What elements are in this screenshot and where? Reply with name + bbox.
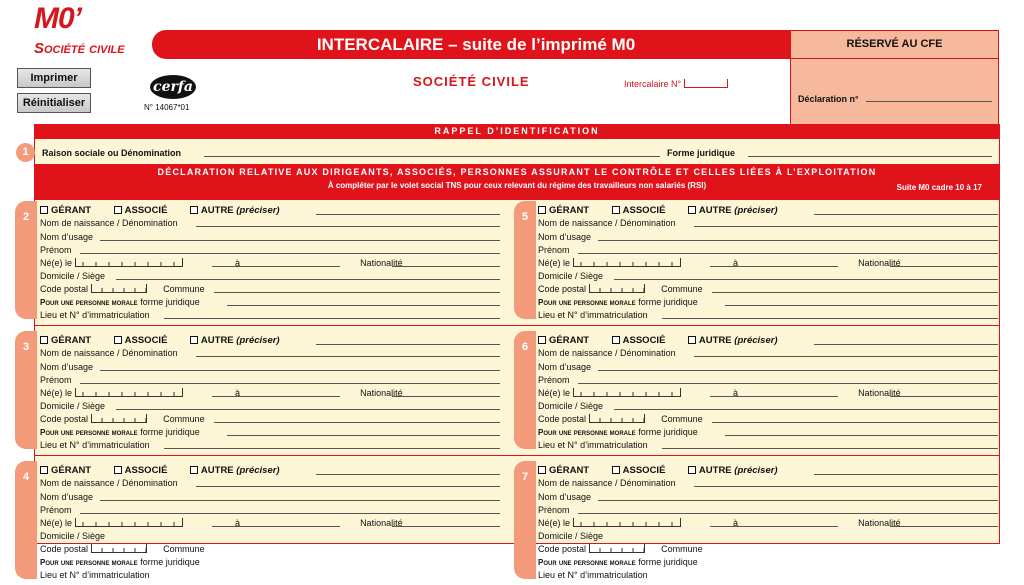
gerant-checkbox[interactable]: GÉRANT	[538, 335, 589, 346]
text-field-line[interactable]	[890, 396, 998, 397]
code-postal-field[interactable]	[91, 414, 147, 423]
text-field-line[interactable]	[227, 435, 500, 436]
personne-morale-label: Pour une personne morale forme juridique	[538, 297, 698, 307]
prenom-label: Prénom	[538, 505, 570, 515]
person-block	[538, 465, 998, 585]
text-field-line[interactable]	[598, 370, 998, 371]
section-number-tab: 7	[514, 461, 536, 579]
autre-checkbox[interactable]: AUTRE (préciser)	[190, 335, 280, 346]
row-divider	[34, 455, 1000, 456]
immatriculation-label: Lieu et N° d’immatriculation	[40, 440, 150, 450]
text-field-line[interactable]	[80, 253, 500, 254]
immatriculation-label: Lieu et N° d’immatriculation	[40, 310, 150, 320]
code-postal-field[interactable]	[589, 544, 645, 553]
nom-usage-label: Nom d’usage	[538, 362, 592, 372]
autre-checkbox[interactable]: AUTRE (préciser)	[190, 465, 280, 476]
cp-row: Code postal Commune	[538, 284, 703, 294]
declaration-band-title: DÉCLARATION RELATIVE AUX DIRIGEANTS, ASSOCIÉS, PERSONNES ASSURANT LE CONTRÔLE ET CELLES LIÉES À L’EXPLOITATION	[157, 167, 877, 177]
text-field-line[interactable]	[710, 526, 838, 527]
text-field-line[interactable]	[196, 486, 500, 487]
text-field-line[interactable]	[725, 305, 998, 306]
text-field-line[interactable]	[694, 226, 998, 227]
text-field-line[interactable]	[598, 500, 998, 501]
immatriculation-label: Lieu et N° d’immatriculation	[538, 570, 648, 580]
cp-row: Code postal Commune	[538, 544, 703, 554]
text-field-line[interactable]	[100, 500, 500, 501]
associe-checkbox[interactable]: ASSOCIÉ	[612, 465, 666, 476]
domicile-label: Domicile / Siège	[40, 271, 106, 281]
text-field-line[interactable]	[578, 513, 998, 514]
domicile-label: Domicile / Siège	[538, 271, 604, 281]
section-number-1: 1	[16, 143, 35, 162]
text-field-line[interactable]	[578, 253, 998, 254]
intercalaire-number-field[interactable]	[624, 79, 728, 89]
cp-row: Code postal Commune	[40, 414, 205, 424]
nom-naissance-label: Nom de naissance / Dénomination	[40, 218, 178, 228]
nom-naissance-label: Nom de naissance / Dénomination	[538, 348, 676, 358]
gerant-checkbox[interactable]: GÉRANT	[40, 205, 91, 216]
text-field-line[interactable]	[578, 383, 998, 384]
nom-naissance-label: Nom de naissance / Dénomination	[40, 348, 178, 358]
raison-sociale-field[interactable]	[204, 156, 660, 157]
person-block	[40, 465, 500, 585]
text-field-line[interactable]	[614, 409, 998, 410]
domicile-label: Domicile / Siège	[538, 531, 604, 541]
text-field-line[interactable]	[392, 396, 500, 397]
cerfa-logo: cerfa	[150, 75, 196, 99]
associe-checkbox[interactable]: ASSOCIÉ	[612, 335, 666, 346]
naissance-row: Né(e) le à Nationalité	[538, 388, 901, 398]
text-field-line[interactable]	[694, 356, 998, 357]
nom-usage-label: Nom d’usage	[40, 492, 94, 502]
date-naissance-field[interactable]	[75, 258, 183, 267]
declaration-number-label: Déclaration n°	[798, 94, 859, 104]
naissance-row: Né(e) le à Nationalité	[40, 258, 403, 268]
text-field-line[interactable]	[712, 292, 998, 293]
autre-preciser-line[interactable]	[814, 474, 998, 475]
declaration-number-field[interactable]	[866, 101, 992, 102]
gerant-checkbox[interactable]: GÉRANT	[538, 465, 589, 476]
nom-usage-label: Nom d’usage	[40, 232, 94, 242]
declaration-band-ref: Suite M0 cadre 10 à 17	[896, 183, 982, 192]
print-button[interactable]: Imprimer	[17, 68, 91, 88]
autre-preciser-line[interactable]	[814, 344, 998, 345]
code-postal-field[interactable]	[589, 414, 645, 423]
text-field-line[interactable]	[196, 356, 500, 357]
cp-row: Code postal Commune	[40, 544, 205, 554]
text-field-line[interactable]	[710, 266, 838, 267]
text-field-line[interactable]	[214, 292, 500, 293]
immatriculation-label: Lieu et N° d’immatriculation	[538, 310, 648, 320]
identification-band: RAPPEL D’IDENTIFICATION	[34, 124, 1000, 139]
form-subtitle: Société civile	[34, 40, 125, 57]
autre-preciser-line[interactable]	[814, 214, 998, 215]
personne-morale-label: Pour une personne morale forme juridique	[538, 427, 698, 437]
text-field-line[interactable]	[80, 383, 500, 384]
personne-morale-label: Pour une personne morale forme juridique	[40, 297, 200, 307]
gerant-checkbox[interactable]: GÉRANT	[538, 205, 589, 216]
nom-usage-label: Nom d’usage	[538, 492, 592, 502]
text-field-line[interactable]	[116, 409, 500, 410]
text-field-line[interactable]	[227, 305, 500, 306]
prenom-label: Prénom	[40, 245, 72, 255]
row-divider	[34, 325, 1000, 326]
text-field-line[interactable]	[712, 422, 998, 423]
autre-preciser-line[interactable]	[316, 344, 500, 345]
form-subtitle-civile: SOCIÉTÉ CIVILE	[413, 74, 530, 89]
text-field-line[interactable]	[214, 422, 500, 423]
text-field-line[interactable]	[694, 486, 998, 487]
person-block	[538, 335, 998, 455]
date-naissance-field[interactable]	[75, 518, 183, 527]
domicile-label: Domicile / Siège	[40, 531, 106, 541]
text-field-line[interactable]	[196, 226, 500, 227]
reserved-cfe-title: RÉSERVÉ AU CFE	[790, 30, 999, 59]
autre-checkbox[interactable]: AUTRE (préciser)	[190, 205, 280, 216]
associe-checkbox[interactable]: ASSOCIÉ	[114, 465, 168, 476]
personne-morale-label: Pour une personne morale forme juridique	[40, 427, 200, 437]
section-number-tab: 2	[15, 201, 37, 319]
immatriculation-label: Lieu et N° d’immatriculation	[40, 570, 150, 580]
naissance-row: Né(e) le à Nationalité	[40, 388, 403, 398]
autre-checkbox[interactable]: AUTRE (préciser)	[688, 465, 778, 476]
text-field-line[interactable]	[100, 240, 500, 241]
date-naissance-field[interactable]	[573, 518, 681, 527]
immatriculation-label: Lieu et N° d’immatriculation	[538, 440, 648, 450]
autre-preciser-line[interactable]	[316, 214, 500, 215]
text-field-line[interactable]	[662, 448, 998, 449]
text-field-line[interactable]	[710, 396, 838, 397]
page-title: INTERCALAIRE – suite de l’imprimé M0	[152, 30, 790, 59]
text-field-line[interactable]	[598, 240, 998, 241]
declaration-band-subtitle: À compléter par le volet social TNS pour ceux relevant du régime des travailleurs non salariés (RSI)	[327, 181, 707, 190]
date-naissance-field[interactable]	[573, 388, 681, 397]
prenom-label: Prénom	[538, 375, 570, 385]
associe-checkbox[interactable]: ASSOCIÉ	[612, 205, 666, 216]
text-field-line[interactable]	[662, 318, 998, 319]
text-field-line[interactable]	[890, 266, 998, 267]
cerfa-number: N° 14067*01	[144, 103, 190, 112]
nom-naissance-label: Nom de naissance / Dénomination	[40, 478, 178, 488]
date-naissance-field[interactable]	[573, 258, 681, 267]
nom-naissance-label: Nom de naissance / Dénomination	[538, 478, 676, 488]
text-field-line[interactable]	[116, 279, 500, 280]
section-number-tab: 5	[514, 201, 536, 319]
gerant-checkbox[interactable]: GÉRANT	[40, 465, 91, 476]
text-field-line[interactable]	[725, 435, 998, 436]
cp-row: Code postal Commune	[40, 284, 205, 294]
code-postal-field[interactable]	[91, 284, 147, 293]
text-field-line[interactable]	[212, 526, 340, 527]
person-block	[40, 335, 500, 455]
naissance-row: Né(e) le à Nationalité	[538, 518, 901, 528]
text-field-line[interactable]	[212, 266, 340, 267]
person-block	[40, 205, 500, 325]
domicile-label: Domicile / Siège	[538, 401, 604, 411]
associe-checkbox[interactable]: ASSOCIÉ	[114, 205, 168, 216]
text-field-line[interactable]	[212, 396, 340, 397]
form-code: M0’	[34, 2, 82, 35]
nom-naissance-label: Nom de naissance / Dénomination	[538, 218, 676, 228]
personne-morale-label: Pour une personne morale forme juridique	[538, 557, 698, 567]
text-field-line[interactable]	[164, 448, 500, 449]
section-number-tab: 4	[15, 461, 37, 579]
person-block	[538, 205, 998, 325]
autre-checkbox[interactable]: AUTRE (préciser)	[688, 335, 778, 346]
declaration-band	[34, 164, 1000, 200]
text-field-line[interactable]	[392, 266, 500, 267]
text-field-line[interactable]	[392, 526, 500, 527]
domicile-label: Domicile / Siège	[40, 401, 106, 411]
text-field-line[interactable]	[890, 526, 998, 527]
text-field-line[interactable]	[100, 370, 500, 371]
raison-sociale-label: Raison sociale ou Dénomination	[42, 148, 182, 158]
intercalaire-label: Intercalaire N°	[624, 79, 682, 89]
prenom-label: Prénom	[538, 245, 570, 255]
reset-button[interactable]: Réinitialiser	[17, 93, 91, 113]
associe-checkbox[interactable]: ASSOCIÉ	[114, 335, 168, 346]
naissance-row: Né(e) le à Nationalité	[40, 518, 403, 528]
naissance-row: Né(e) le à Nationalité	[538, 258, 901, 268]
forme-juridique-field[interactable]	[748, 156, 992, 157]
cp-row: Code postal Commune	[538, 414, 703, 424]
section-number-tab: 3	[15, 331, 37, 449]
personne-morale-label: Pour une personne morale forme juridique	[40, 557, 200, 567]
text-field-line[interactable]	[614, 279, 998, 280]
prenom-label: Prénom	[40, 505, 72, 515]
autre-checkbox[interactable]: AUTRE (préciser)	[688, 205, 778, 216]
code-postal-field[interactable]	[589, 284, 645, 293]
gerant-checkbox[interactable]: GÉRANT	[40, 335, 91, 346]
text-field-line[interactable]	[80, 513, 500, 514]
section-number-tab: 6	[514, 331, 536, 449]
nom-usage-label: Nom d’usage	[40, 362, 94, 372]
prenom-label: Prénom	[40, 375, 72, 385]
date-naissance-field[interactable]	[75, 388, 183, 397]
forme-juridique-label: Forme juridique	[667, 148, 736, 158]
autre-preciser-line[interactable]	[316, 474, 500, 475]
text-field-line[interactable]	[164, 318, 500, 319]
nom-usage-label: Nom d’usage	[538, 232, 592, 242]
code-postal-field[interactable]	[91, 544, 147, 553]
